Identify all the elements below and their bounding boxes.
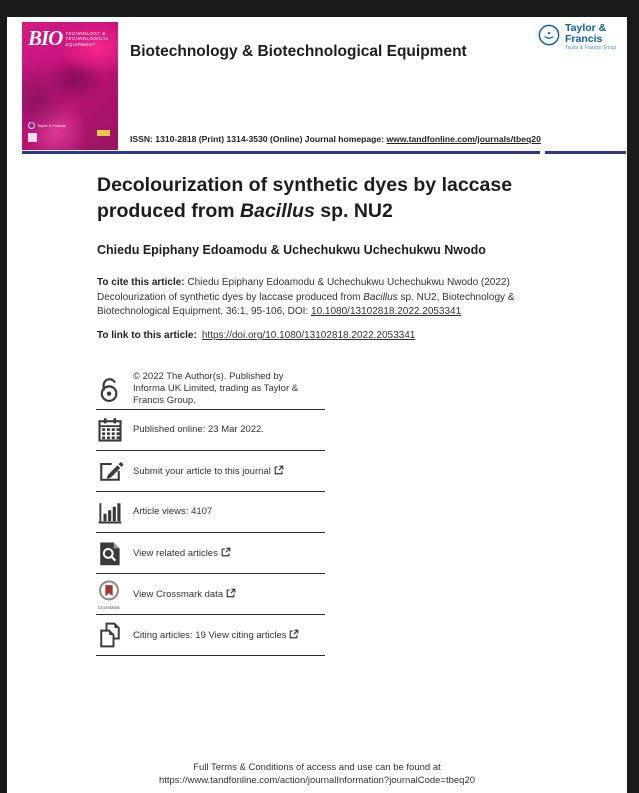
terms-footer-line1: Full Terms & Conditions of access and use can be found at: [193, 762, 441, 773]
citation-block: To cite this article: Chiedu Epiphany Edoamodu & Uchechukwu Uchechukwu Nwodo (2022) Decolourization of synthetic dyes by laccase produced from Bacillus sp. NU2, Biotechnology & Biotechnological Equipment, 36:1, 95-106, DOI: 10.1080/13102818.2022.2053341: [97, 277, 515, 318]
issn-line: ISSN: 1310-2818 (Print) 1314-3530 (Online) Journal homepage: www.tandfonline.com/journals/tbeq20: [130, 134, 541, 144]
journal-cover-image: [22, 22, 118, 150]
published-online-row: [96, 410, 325, 451]
article-title: Decolourization of synthetic dyes by laccase produced from Bacillus sp. NU2: [97, 174, 513, 222]
submit-article-link[interactable]: Submit your article to this journal: [133, 465, 271, 477]
taylor-francis-logo: [538, 23, 627, 51]
external-link-icon: [274, 465, 284, 475]
document-page: [7, 17, 627, 793]
open-access-icon: [96, 374, 133, 404]
view-crossmark-row[interactable]: [96, 574, 325, 615]
citing-articles-icon: [96, 621, 133, 649]
header-divider: [22, 151, 540, 154]
doi-link[interactable]: 10.1080/13102818.2022.2053341: [311, 306, 462, 318]
submit-article-row[interactable]: [96, 451, 325, 492]
cover-tf-logo: Taylor & Francis: [28, 122, 66, 129]
article-info-list: [96, 368, 325, 656]
cover-barcode-icon: [28, 133, 37, 142]
calendar-icon: [96, 416, 133, 444]
header-divider-segment: [545, 151, 626, 154]
submit-icon: [96, 457, 133, 485]
open-access-row: [96, 368, 325, 410]
external-link-icon: [221, 547, 231, 557]
brand-subtitle: Taylor & Francis Group: [565, 45, 617, 51]
tf-circle-icon: [28, 122, 35, 129]
copyright-text: © 2022 The Author(s). Published by Informa UK Limited, trading as Taylor & Francis Group.: [133, 371, 299, 406]
article-views-text: Article views: 4107: [133, 506, 213, 518]
view-crossmark-link[interactable]: View Crossmark data: [133, 588, 224, 600]
crossmark-caption: CrossMark: [98, 604, 120, 610]
crossmark-icon: [96, 579, 133, 610]
cover-title-small: TECHNOLOGY & TECHNOLOGICAL EQUIPMENT: [65, 31, 109, 47]
journal-homepage-link[interactable]: www.tandfonline.com/journals/tbeq20: [386, 134, 541, 144]
cover-badge: [97, 130, 110, 136]
brand-name: Taylor & Francis: [565, 22, 607, 45]
citing-articles-link[interactable]: Citing articles: 19 View citing articles: [133, 629, 287, 641]
article-views-row: [96, 492, 325, 533]
published-online-text: Published online: 23 Mar 2022.: [133, 424, 264, 436]
journal-title: Biotechnology & Biotechnological Equipment: [130, 43, 467, 60]
external-link-icon: [289, 629, 299, 639]
tf-boat-icon: [538, 24, 560, 46]
article-authors: Chiedu Epiphany Edoamodu & Uchechukwu Uchechukwu Nwodo: [97, 243, 486, 257]
external-link-icon: [226, 588, 236, 598]
terms-footer: [7, 761, 627, 787]
tolink-line: To link to this article: https://doi.org/10.1080/13102818.2022.2053341: [97, 330, 416, 341]
terms-footer-url[interactable]: https://www.tandfonline.com/action/journalInformation?journalCode=tbeq20: [158, 775, 476, 786]
cover-title-bio: BIO: [28, 26, 63, 50]
related-articles-icon: [96, 539, 133, 567]
bar-chart-icon: [96, 498, 133, 526]
view-related-link[interactable]: View related articles: [133, 547, 218, 559]
doi-url-link[interactable]: https://doi.org/10.1080/13102818.2022.2053341: [201, 330, 416, 341]
view-related-row[interactable]: [96, 533, 325, 574]
citing-articles-row[interactable]: [96, 615, 325, 656]
